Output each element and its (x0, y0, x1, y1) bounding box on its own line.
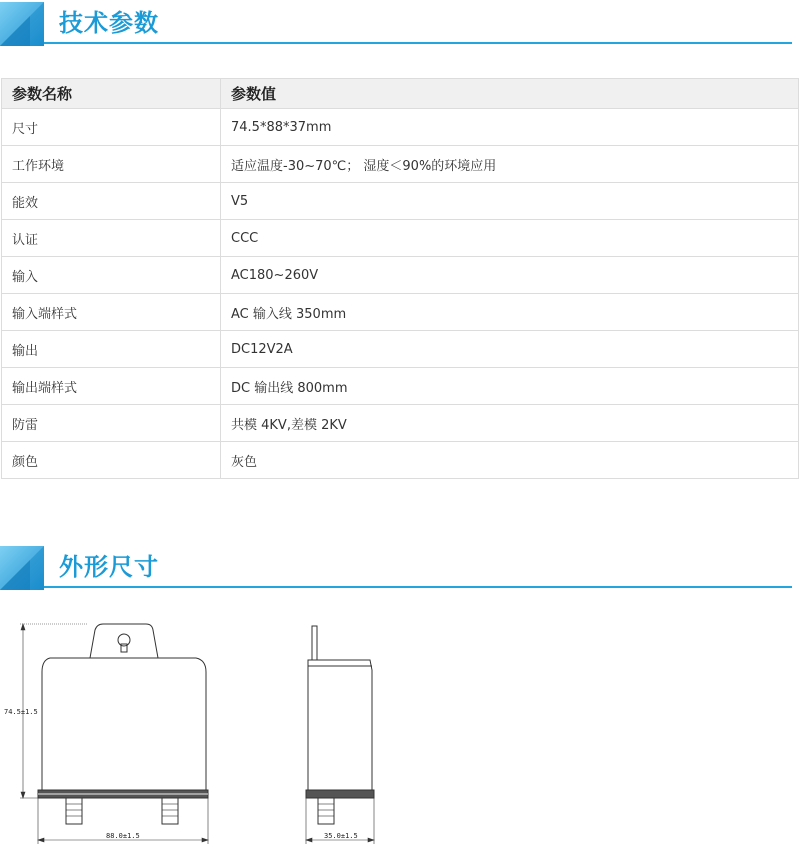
table-row (2, 368, 799, 405)
param-value: AC 输入线 350mm (221, 294, 799, 331)
section-badge-icon (0, 546, 44, 590)
param-name: 认证 (2, 220, 221, 257)
table-row (2, 331, 799, 368)
param-name: 尺寸 (2, 109, 221, 146)
table-row (2, 442, 799, 479)
param-value: CCC (221, 220, 799, 257)
param-name: 输出 (2, 331, 221, 368)
param-value: DC 输出线 800mm (221, 368, 799, 405)
param-name: 颜色 (2, 442, 221, 479)
param-value: AC180~260V (221, 257, 799, 294)
height-dimension-label: 74.5±1.5 (4, 708, 38, 716)
side-view-drawing (290, 610, 410, 854)
param-value: 灰色 (221, 442, 799, 479)
table-row (2, 294, 799, 331)
param-name: 输入 (2, 257, 221, 294)
table-row (2, 257, 799, 294)
param-name: 输出端样式 (2, 368, 221, 405)
param-name: 工作环境 (2, 146, 221, 183)
param-name: 输入端样式 (2, 294, 221, 331)
table-row (2, 405, 799, 442)
param-value: 适应温度-30~70℃； 湿度＜90%的环境应用 (221, 146, 799, 183)
column-header: 参数值 (221, 79, 799, 109)
section-title: 技术参数 (59, 9, 159, 37)
param-value: 共模 4KV,差模 2KV (221, 405, 799, 442)
section-underline (44, 586, 792, 588)
table-row (2, 146, 799, 183)
param-value: 74.5*88*37mm (221, 109, 799, 146)
table-row (2, 109, 799, 146)
param-value: V5 (221, 183, 799, 220)
section-underline (44, 42, 792, 44)
front-view-drawing (0, 610, 260, 854)
specs-table (1, 78, 799, 479)
table-row (2, 183, 799, 220)
specs-section-header (0, 2, 792, 46)
param-value: DC12V2A (221, 331, 799, 368)
table-row (2, 220, 799, 257)
dims-section-header (0, 546, 792, 590)
section-title: 外形尺寸 (59, 553, 159, 581)
width-dimension-label: 88.0±1.5 (106, 832, 140, 840)
table-header-row (2, 79, 799, 109)
param-name: 能效 (2, 183, 221, 220)
section-badge-icon (0, 2, 44, 46)
param-name: 防雷 (2, 405, 221, 442)
depth-dimension-label: 35.0±1.5 (324, 832, 358, 840)
column-header: 参数名称 (2, 79, 221, 109)
